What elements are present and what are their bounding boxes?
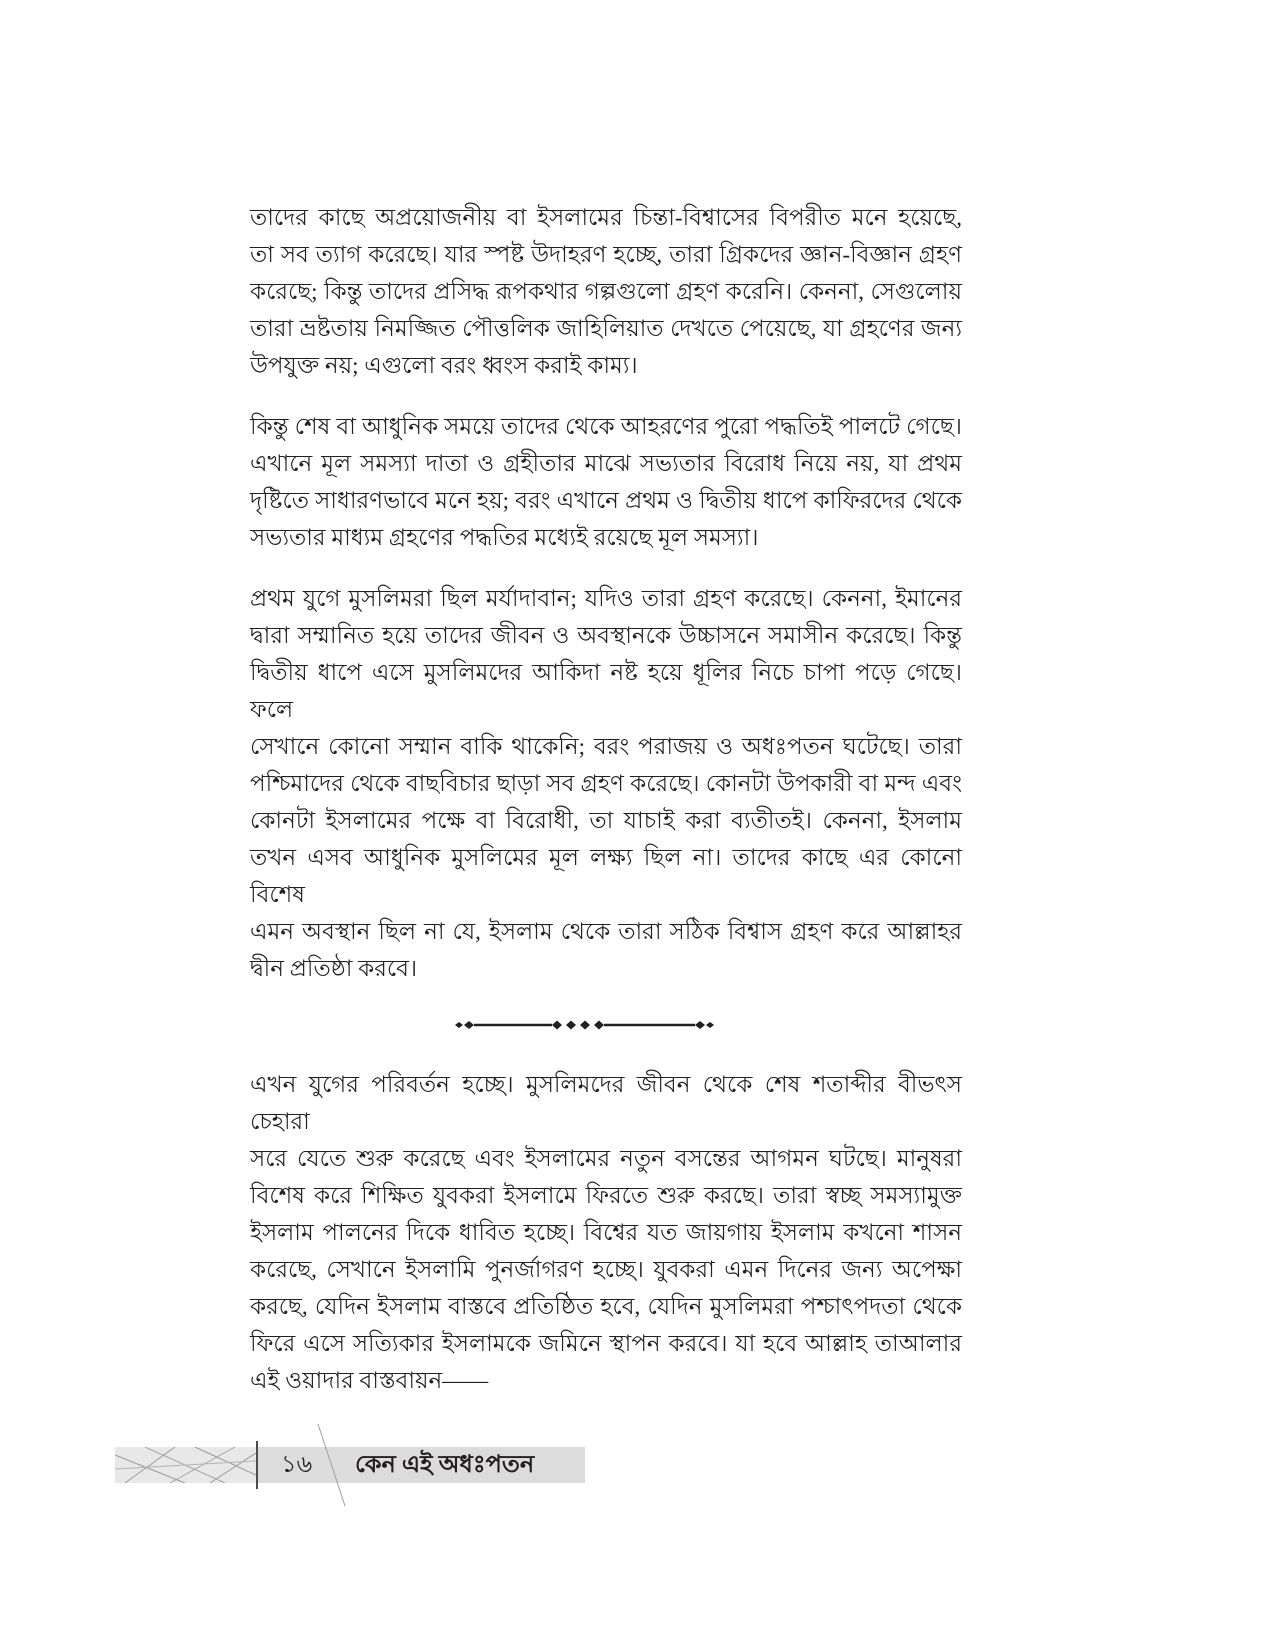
paragraph <box>250 408 962 556</box>
page-number: ১৬ <box>281 1452 313 1478</box>
text-line: বিশেষ করে শিক্ষিত যুবকরা ইসলামে ফিরতে শুরু করছে। তারা স্বচ্ছ সমস্যামুক্ত <box>250 1183 962 1208</box>
text-line: প্রথম যুগে মুসলিমরা ছিল মর্যাদাবান; যদিও তারা গ্রহণ করেছে। কেননা, ইমানের <box>250 586 962 611</box>
text-line: কিন্তু শেষ বা আধুনিক সময়ে তাদের থেকে আহরণের পুরো পদ্ধতিই পালটে গেছে। <box>250 414 962 439</box>
text-line: সেখানে কোনো সম্মান বাকি থাকেনি; বরং পরাজয় ও অধঃপতন ঘটেছে। তারা <box>250 734 962 759</box>
text-line: দ্বিতীয় ধাপে এসে মুসলিমদের আকিদা নষ্ট হয়ে ধূলির নিচে চাপা পড়ে গেছে। ফলে <box>250 660 962 722</box>
divider-diamond <box>580 1021 590 1030</box>
text-line: উপযুক্ত নয়; এগুলো বরং ধ্বংস করাই কাম্য। <box>250 353 638 378</box>
paragraph <box>250 199 962 384</box>
paragraph <box>250 1066 962 1399</box>
text-line: এই ওয়াদার বাস্তবায়ন—— <box>250 1368 489 1393</box>
text-line: সরে যেতে শুরু করেছে এবং ইসলামের নতুন বসন্তের আগমন ঘটছে। মানুষরা <box>250 1146 962 1171</box>
text-line: এমন অবস্থান ছিল না যে, ইসলাম থেকে তারা সঠিক বিশ্বাস গ্রহণ করে আল্লাহর <box>250 919 962 944</box>
footer-pattern-icon <box>115 1447 256 1483</box>
divider-diamond <box>552 1021 562 1030</box>
text-line: তাদের কাছে অপ্রয়োজনীয় বা ইসলামের চিন্তা-বিশ্বাসের বিপরীত মনে হয়েছে, <box>250 205 962 230</box>
divider-diamond <box>464 1021 474 1029</box>
divider-dot <box>706 1022 714 1028</box>
divider-diamond <box>695 1021 705 1029</box>
text-line: করছে, যেদিন ইসলাম বাস্তবে প্রতিষ্ঠিত হবে, যেদিন মুসলিমরা পশ্চাৎপদতা থেকে <box>250 1294 962 1319</box>
text-line: এখানে মূল সমস্যা দাতা ও গ্রহীতার মাঝে সভ্যতার বিরোধ নিয়ে নয়, যা প্রথম <box>250 451 962 476</box>
divider-diamond <box>594 1021 604 1030</box>
text-line: তারা ভ্রষ্টতায় নিমজ্জিত পৌত্তলিক জাহিলিয়াত দেখতে পেয়েছে, যা গ্রহণের জন্য <box>250 316 962 341</box>
text-line: ইসলাম পালনের দিকে ধাবিত হচ্ছে। বিশ্বের যত জায়গায় ইসলাম কখনো শাসন <box>250 1220 962 1245</box>
text-line: তখন এসব আধুনিক মুসলিমের মূল লক্ষ্য ছিল না। তাদের কাছে এর কোনো বিশেষ <box>250 845 962 907</box>
paragraph <box>250 580 962 987</box>
text-line: সভ্যতার মাধ্যম গ্রহণের পদ্ধতির মধ্যেই রয়েছে মূল সমস্যা। <box>250 525 759 550</box>
divider-dot <box>455 1022 463 1028</box>
section-divider <box>250 987 962 1066</box>
text-line: ফিরে এসে সত্যিকার ইসলামকে জমিনে স্থাপন করবে। যা হবে আল্লাহ তাআলার <box>250 1331 962 1356</box>
text-line: এখন যুগের পরিবর্তন হচ্ছে। মুসলিমদের জীবন থেকে শেষ শতাব্দীর বীভৎস চেহারা <box>250 1072 962 1134</box>
divider-ornament-icon <box>455 1018 717 1032</box>
text-line: করেছে, সেখানে ইসলামি পুনর্জাগরণ হচ্ছে। যুবকরা এমন দিনের জন্য অপেক্ষা <box>250 1257 962 1282</box>
text-line: কোনটা ইসলামের পক্ষে বা বিরোধী, তা যাচাই করা ব্যতীতই। কেননা, ইসলাম <box>250 808 962 833</box>
text-line: দৃষ্টিতে সাধারণভাবে মনে হয়; বরং এখানে প্রথম ও দ্বিতীয় ধাপে কাফিরদের থেকে <box>250 488 962 513</box>
divider-diamond <box>566 1021 576 1030</box>
footer-separator <box>256 1441 258 1489</box>
body-text <box>250 199 962 1423</box>
text-line: দ্বীন প্রতিষ্ঠা করবে। <box>250 956 418 981</box>
running-title: কেন এই অধঃপতন <box>355 1452 535 1478</box>
text-line: করেছে; কিন্তু তাদের প্রসিদ্ধ রূপকথার গল্পগুলো গ্রহণ করেনি। কেননা, সেগুলোয় <box>250 279 962 304</box>
text-line: তা সব ত্যাগ করেছে। যার স্পষ্ট উদাহরণ হচ্ছে, তারা গ্রিকদের জ্ঞান-বিজ্ঞান গ্রহণ <box>250 242 962 267</box>
text-line: পশ্চিমাদের থেকে বাছবিচার ছাড়া সব গ্রহণ করেছে। কোনটা উপকারী বা মন্দ এবং <box>250 771 962 796</box>
text-line: দ্বারা সম্মানিত হয়ে তাদের জীবন ও অবস্থানকে উচ্চাসনে সমাসীন করেছে। কিন্তু <box>250 623 962 648</box>
